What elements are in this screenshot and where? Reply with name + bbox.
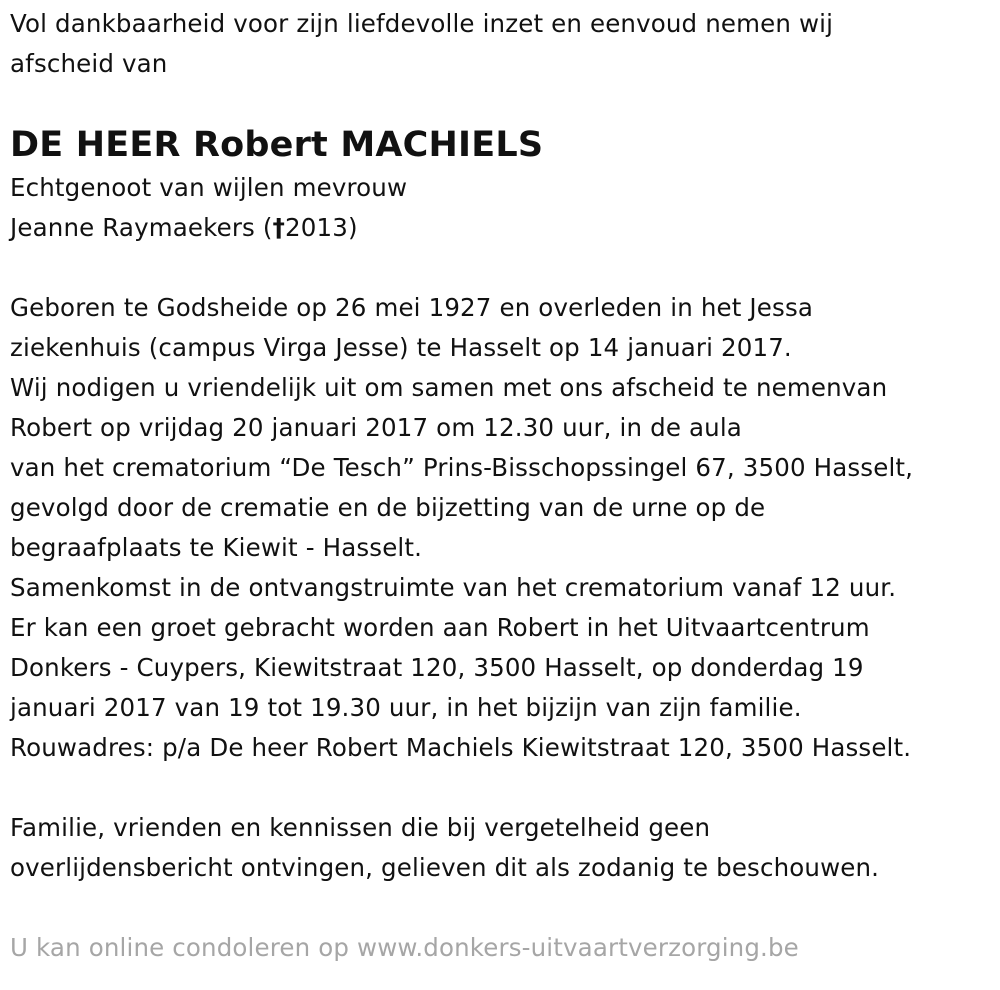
details-line: januari 2017 van 19 tot 19.30 uur, in het bijzijn van zijn familie. xyxy=(10,693,802,722)
details-line: Wij nodigen u vriendelijk uit om samen met ons afscheid te nemenvan xyxy=(10,373,888,402)
funeral-details xyxy=(10,288,995,768)
obituary-notice xyxy=(10,4,995,968)
spouse-death-year: 2013 xyxy=(285,213,348,242)
details-line: Er kan een groet gebracht worden aan Robert in het Uitvaartcentrum xyxy=(10,613,870,642)
details-line: Samenkomst in de ontvangstruimte van het crematorium vanaf 12 uur. xyxy=(10,573,897,602)
details-line: Robert op vrijdag 20 januari 2017 om 12.30 uur, in de aula xyxy=(10,413,742,442)
spouse-info xyxy=(10,168,995,248)
notice-line: Familie, vrienden en kennissen die bij vergetelheid geen xyxy=(10,813,711,842)
details-line: ziekenhuis (campus Virga Jesse) te Hasselt op 14 januari 2017. xyxy=(10,333,792,362)
online-condolence-link[interactable]: U kan online condoleren op www.donkers-uitvaartverzorging.be xyxy=(10,933,799,962)
details-line: van het crematorium “De Tesch” Prins-Bisschopssingel 67, 3500 Hasselt, xyxy=(10,453,914,482)
intro-line: afscheid van xyxy=(10,49,168,78)
notice-line: overlijdensbericht ontvingen, gelieven dit als zodanig te beschouwen. xyxy=(10,853,880,882)
details-line: Geboren te Godsheide op 26 mei 1927 en overleden in het Jessa xyxy=(10,293,814,322)
spacer xyxy=(10,768,995,808)
intro-text xyxy=(10,4,995,84)
intro-line: Vol dankbaarheid voor zijn liefdevolle inzet en eenvoud nemen wij xyxy=(10,9,834,38)
details-line: Donkers - Cuypers, Kiewitstraat 120, 3500 Hasselt, op donderdag 19 xyxy=(10,653,864,682)
notice-text xyxy=(10,808,995,888)
spacer xyxy=(10,248,995,288)
spacer xyxy=(10,888,995,928)
spouse-name: Jeanne Raymaekers ( xyxy=(10,213,273,242)
deceased-name: DE HEER Robert MACHIELS xyxy=(10,125,544,165)
details-line: gevolgd door de crematie en de bijzetting van de urne op de xyxy=(10,493,766,522)
spouse-line: Echtgenoot van wijlen mevrouw xyxy=(10,173,408,202)
cross-icon: † xyxy=(272,213,286,242)
details-line: Rouwadres: p/a De heer Robert Machiels Kiewitstraat 120, 3500 Hasselt. xyxy=(10,733,912,762)
spouse-close-paren: ) xyxy=(347,213,358,242)
spouse-name-line xyxy=(10,208,995,248)
details-line: begraafplaats te Kiewit - Hasselt. xyxy=(10,533,423,562)
